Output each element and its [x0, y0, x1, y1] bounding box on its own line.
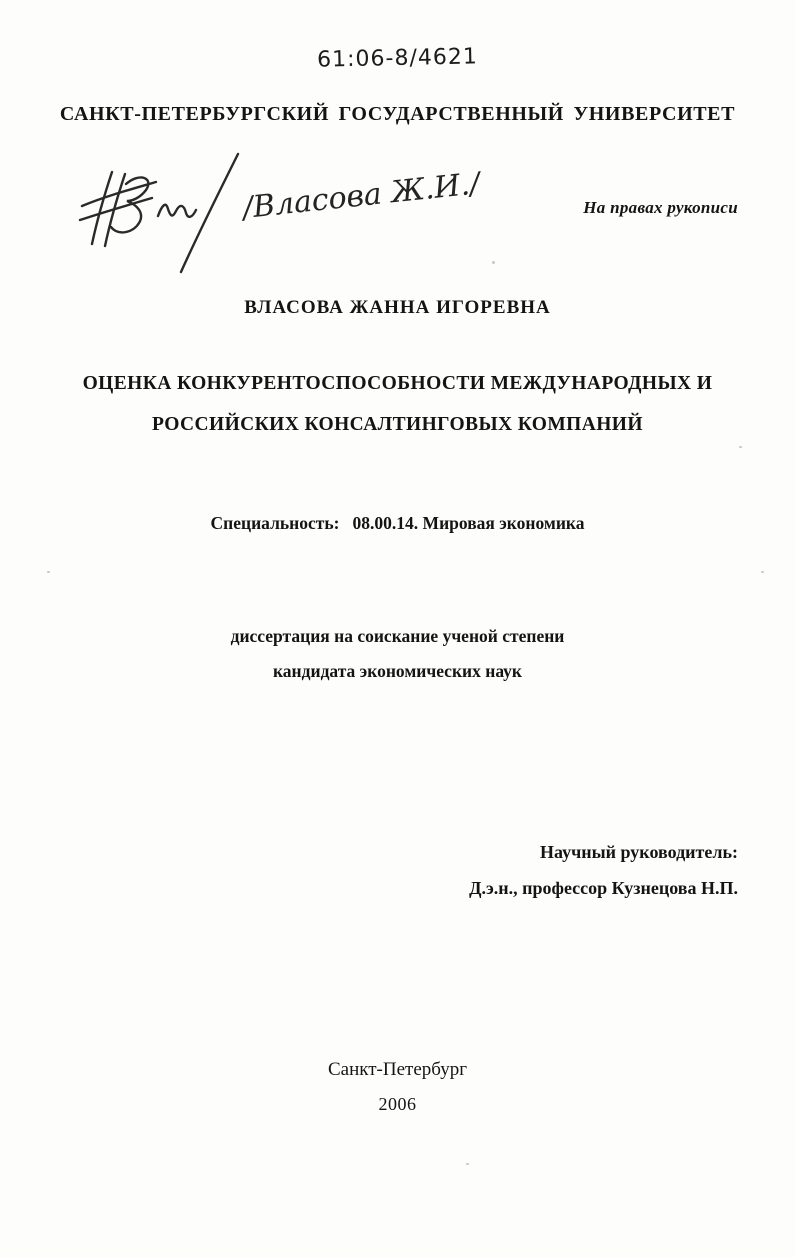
scan-artifact	[466, 1163, 469, 1165]
specialty-line: Специальность: 08.00.14. Мировая экономика	[210, 513, 585, 533]
city-name: Санкт-Петербург	[327, 1059, 467, 1080]
university-name: САНКТ-ПЕТЕРБУРГСКИЙ ГОСУДАРСТВЕННЫЙ УНИВЕРСИТЕТ	[59, 103, 736, 125]
publication-year: 2006	[378, 1094, 417, 1114]
signature-ink	[78, 152, 488, 280]
scan-artifact	[492, 261, 495, 264]
supervisor-label: Научный руководитель:	[540, 842, 738, 862]
degree-statement-line-1: диссертация на соискание ученой степени	[230, 626, 565, 646]
catalog-number: 61:06-8/4621	[316, 44, 479, 73]
author-name: ВЛАСОВА ЖАННА ИГОРЕВНА	[244, 297, 551, 318]
scan-artifact	[47, 571, 50, 573]
title-line-2: РОССИЙСКИХ КОНСАЛТИНГОВЫХ КОМПАНИЙ	[152, 414, 643, 435]
signature-transcription: /Власова Ж.И./	[241, 166, 482, 226]
degree-statement-line-2: кандидата экономических наук	[272, 661, 523, 681]
title-line-1: ОЦЕНКА КОНКУРЕНТОСПОСОБНОСТИ МЕЖДУНАРОДНЫХ И	[82, 373, 713, 394]
supervisor-name: Д.э.н., профессор Кузнецова Н.П.	[469, 878, 738, 898]
dissertation-title	[0, 363, 795, 445]
handwritten-signature	[78, 152, 488, 280]
manuscript-rights-note: На правах рукописи	[583, 198, 738, 217]
scan-artifact	[761, 571, 764, 573]
scan-artifact	[739, 446, 742, 448]
